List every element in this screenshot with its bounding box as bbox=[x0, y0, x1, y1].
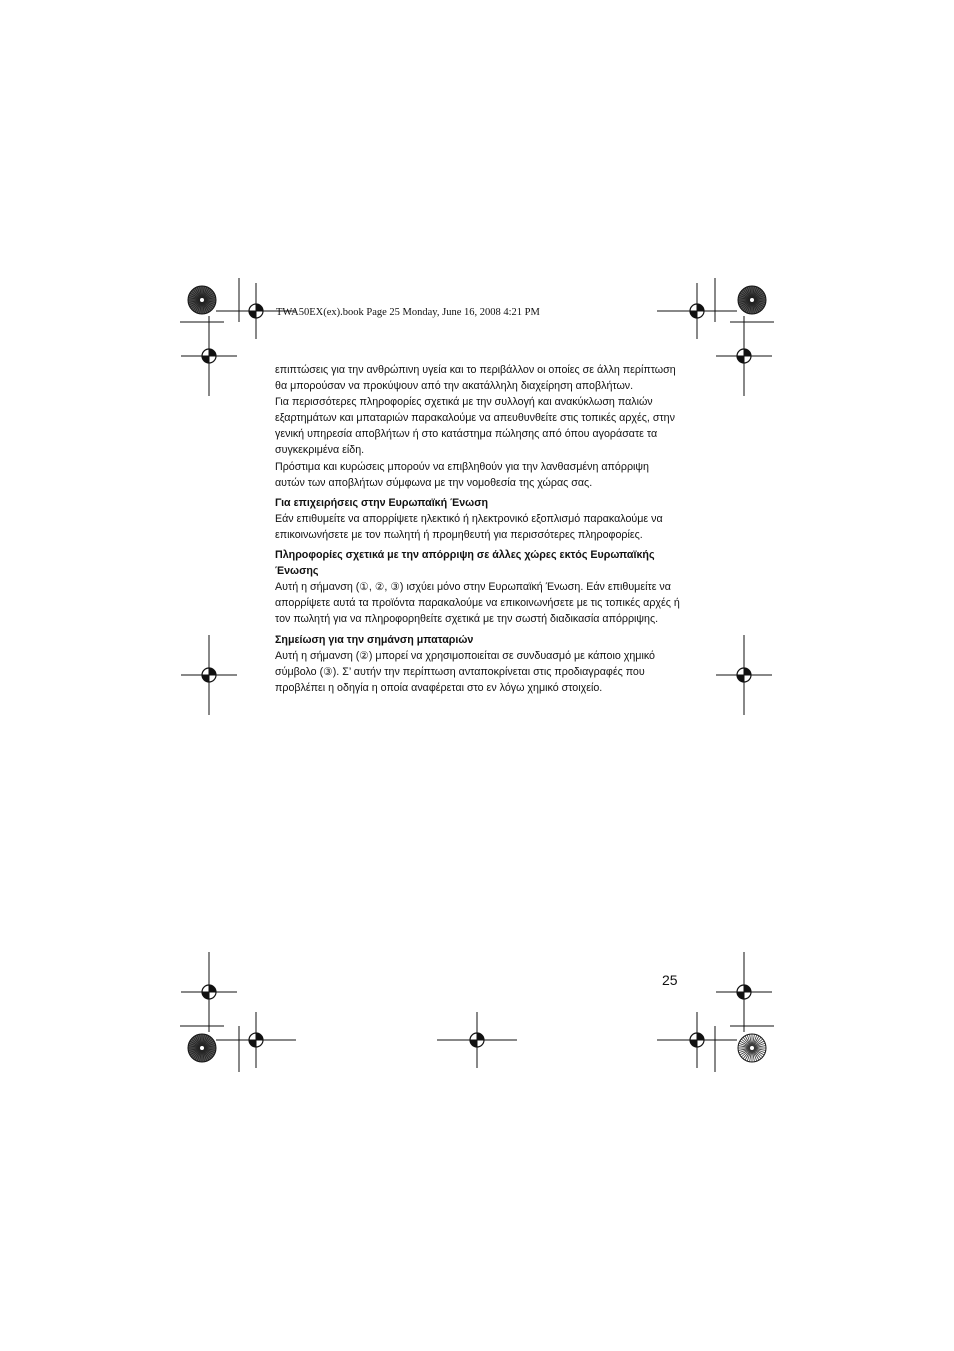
registration-target bbox=[216, 1012, 296, 1068]
registration-target bbox=[181, 635, 237, 715]
section-heading-eu-business: Για επιχειρήσεις στην Ευρωπαϊκή Ένωση bbox=[275, 496, 489, 509]
section-heading-outside-eu: Πληροφορίες σχετικά με την απόρριψη σε άλλες χώρες εκτός Ευρωπαϊκής Ένωσης bbox=[275, 549, 655, 578]
paragraph-3: Πρόστιμα και κυρώσεις μπορούν να επιβληθούν για την λανθασμένη απόρριψη αυτών των αποβλήτων σύμφωνα με την νομοθεσία της χώρας σας. bbox=[275, 460, 649, 489]
color-wheel-mark bbox=[738, 286, 766, 314]
color-wheel-mark bbox=[188, 1034, 216, 1062]
registration-target bbox=[181, 316, 237, 396]
color-wheel-mark bbox=[188, 286, 216, 314]
section-heading-battery-note: Σημείωση για την σημάνση μπαταριών bbox=[275, 633, 474, 646]
file-header: TWA50EX(ex).book Page 25 Monday, June 16, 2008 4:21 PM bbox=[276, 307, 540, 318]
registration-target bbox=[716, 635, 772, 715]
registration-target bbox=[657, 1012, 737, 1068]
registration-target bbox=[716, 952, 772, 1032]
section-body-battery-note: Αυτή η σήμανση (②) μπορεί να χρησιμοποιείται σε συνδυασμό με κάποιο χημικό σύμβολο (③). Σ’ αυτήν την περίπτωση ανταποκρίνεται στις προδιαγραφές που προβλέπει η οδηγία η οποία αναφέρεται στο εν λόγω χημικό στοιχείο. bbox=[275, 649, 655, 694]
paragraph-1: επιπτώσεις για την ανθρώπινη υγεία και το περιβάλλον οι οποίες σε άλλη περίπτωση θα μπορούσαν να προκύψουν από την ακατάλληλη διαχείρηση αποβλήτων. bbox=[275, 364, 676, 393]
section-body-outside-eu: Αυτή η σήμανση (①, ②, ③) ισχύει μόνο στην Ευρωπαϊκή Ένωση. Εάν επιθυμείτε να απορρίψετε αυτά τα προϊόντα παρακαλούμε να επικοινωνήσετε με τις τοπικές αρχές ή τον πωλητή για να πληροφορηθείτε σχετικά με την σωστή διαδικασία απόρριψης. bbox=[275, 581, 680, 626]
registration-target bbox=[657, 283, 737, 339]
registration-target bbox=[181, 952, 237, 1032]
page-number: 25 bbox=[662, 972, 678, 988]
paragraph-2: Για περισσότερες πληροφορίες σχετικά με την συλλογή και ανακύκλωση παλιών εξαρτημάτων και μπαταριών παρακαλούμε να απευθυνθείτε στις τοπικές αρχές, στην γενική υπηρεσία αποβλήτων ή στο κατάστημα πώλησης από όπου αγοράσατε τα συγκεκριμένα είδη. bbox=[275, 396, 675, 457]
section-body-eu-business: Εάν επιθυμείτε να απορρίψετε ηλεκτικό ή ηλεκτρονικό εξοπλισμό παρακαλούμε να επικοινωνήσετε με τον πωλητή ή προμηθευτή για περισσότερες πληροφορίες. bbox=[275, 512, 663, 541]
page-content bbox=[275, 362, 681, 696]
color-wheel-mark bbox=[738, 1034, 766, 1062]
registration-target bbox=[437, 1012, 517, 1068]
registration-target bbox=[716, 316, 772, 396]
